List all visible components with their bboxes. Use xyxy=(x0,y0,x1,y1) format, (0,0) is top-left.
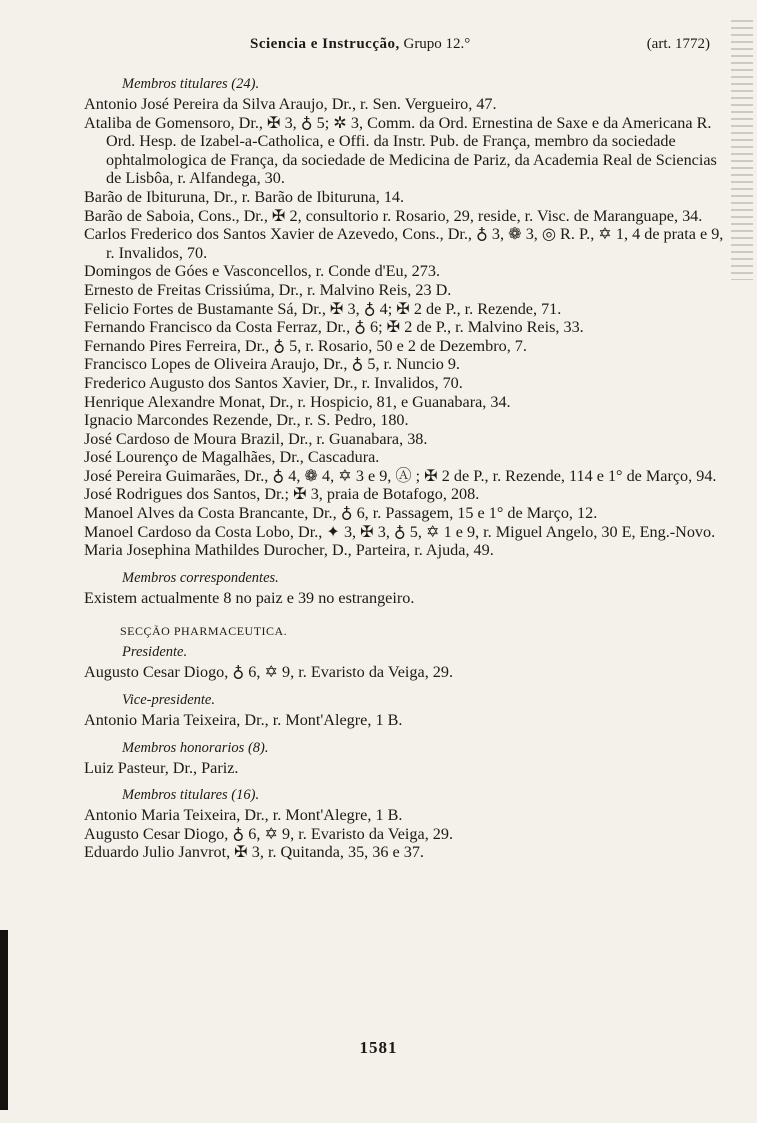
member-entry: Barão de Ibituruna, Dr., r. Barão de Ibituruna, 14. xyxy=(84,187,405,206)
member-entry: Domingos de Góes e Vasconcellos, r. Conde d'Eu, 273. xyxy=(84,262,440,281)
member-entry: Felicio Fortes de Bustamante Sá, Dr., ✠ 3, ♁ 4; ✠ 2 de P., r. Rezende, 71. xyxy=(84,299,562,318)
member-entry: Manoel Cardoso da Costa Lobo, Dr., ✦ 3, ✠ 3, ♁ 5, ✡ 1 e 9, r. Miguel Angelo, 30 E, Eng.-Novo. xyxy=(84,522,716,541)
page-number: 1581 xyxy=(359,1038,398,1057)
member-entry: Henrique Alexandre Monat, Dr., r. Hospicio, 81, e Guanabara, 34. xyxy=(84,392,511,411)
member-entry: Augusto Cesar Diogo, ♁ 6, ✡ 9, r. Evaristo da Veiga, 29. xyxy=(84,663,454,682)
member-entry: José Cardoso de Moura Brazil, Dr., r. Guanabara, 38. xyxy=(84,429,428,448)
spacer xyxy=(84,777,724,785)
member-entry: José Rodrigues dos Santos, Dr.; ✠ 3, praia de Botafogo, 208. xyxy=(84,485,480,504)
member-entry: Maria Josephina Mathildes Durocher, D., Parteira, r. Ajuda, 49. xyxy=(84,541,494,560)
spacer xyxy=(84,682,724,690)
category-heading: Vice-presidente. xyxy=(122,692,215,709)
member-entry: Fernando Francisco da Costa Ferraz, Dr., ♁ 6; ✠ 2 de P., r. Malvino Reis, 33. xyxy=(84,318,584,337)
category-heading: Membros honorarios (8). xyxy=(122,739,269,756)
header-title: Sciencia e Instrucção, xyxy=(250,36,400,52)
member-entry: Manoel Alves da Costa Brancante, Dr., ♁ 6, r. Passagem, 15 e 1° de Março, 12. xyxy=(84,504,598,523)
category-heading: Membros titulares (24). xyxy=(122,76,260,92)
member-entry: Francisco Lopes de Oliveira Araujo, Dr., ♁ 5, r. Nuncio 9. xyxy=(84,355,460,374)
spacer xyxy=(84,730,724,738)
member-entry: Augusto Cesar Diogo, ♁ 6, ✡ 9, r. Evaristo da Veiga, 29. xyxy=(84,824,454,843)
member-entry: Luiz Pasteur, Dr., Pariz. xyxy=(84,758,239,777)
section-heading: SECÇÃO PHARMACEUTICA. xyxy=(120,624,288,639)
running-header xyxy=(250,36,710,53)
category-heading: Presidente. xyxy=(122,644,188,661)
member-entry: Antonio Maria Teixeira, Dr., r. Mont'Alegre, 1 B. xyxy=(84,711,403,730)
page-edge-binding xyxy=(0,930,8,1110)
spacer xyxy=(84,560,724,568)
category-heading: Membros correspondentes. xyxy=(122,569,279,586)
member-listing xyxy=(84,74,724,862)
page-edge-shadow xyxy=(731,20,753,280)
member-entry: Frederico Augusto dos Santos Xavier, Dr., r. Invalidos, 70. xyxy=(84,373,463,392)
member-entry: Fernando Pires Ferreira, Dr., ♁ 5, r. Rosario, 50 e 2 de Dezembro, 7. xyxy=(84,336,527,355)
member-entry: Existem actualmente 8 no paiz e 39 no estrangeiro. xyxy=(84,588,415,607)
member-entry: Barão de Saboia, Cons., Dr., ✠ 2, consultorio r. Rosario, 29, reside, r. Visc. de Maranguape, 34. xyxy=(84,206,703,225)
member-entry: Ataliba de Gomensoro, Dr., ✠ 3, ♁ 5; ✲ 3, Comm. da Ord. Ernestina de Saxe e da Americana R. Ord. Hesp. de Izabel-a-Catholica, e Offi. da Instr. Pub. de França, membro da sociedade ophtalmologica de França, da sociedade de Medicina de Pariz, da Academia Real de Sciencias de Lisbôa, r. Alfandega, 30. xyxy=(84,113,717,188)
member-entry: José Pereira Guimarães, Dr., ♁ 4, ❁ 4, ✡ 3 e 9, Ⓐ ; ✠ 2 de P., r. Rezende, 114 e 1° de Março, 94. xyxy=(84,466,717,485)
member-entry: Ignacio Marcondes Rezende, Dr., r. S. Pedro, 180. xyxy=(84,411,409,430)
member-entry: Ernesto de Freitas Crissiúma, Dr., r. Malvino Reis, 23 D. xyxy=(84,280,452,299)
header-group: Grupo 12.° xyxy=(403,36,471,52)
member-entry: Antonio José Pereira da Silva Araujo, Dr., r. Sen. Vergueiro, 47. xyxy=(84,95,497,113)
header-article: (art. 1772) xyxy=(646,36,710,52)
member-entry: Eduardo Julio Janvrot, ✠ 3, r. Quitanda, 35, 36 e 37. xyxy=(84,843,424,862)
member-entry: Antonio Maria Teixeira, Dr., r. Mont'Alegre, 1 B. xyxy=(84,806,403,825)
spacer xyxy=(84,607,724,615)
category-heading: Membros titulares (16). xyxy=(122,787,260,804)
member-entry: José Lourenço de Magalhães, Dr., Cascadura. xyxy=(84,448,380,467)
member-entry: Carlos Frederico dos Santos Xavier de Azevedo, Cons., Dr., ♁ 3, ❁ 3, ◎ R. P., ✡ 1, 4 de prata e 9, r. Invalidos, 70. xyxy=(84,225,724,262)
